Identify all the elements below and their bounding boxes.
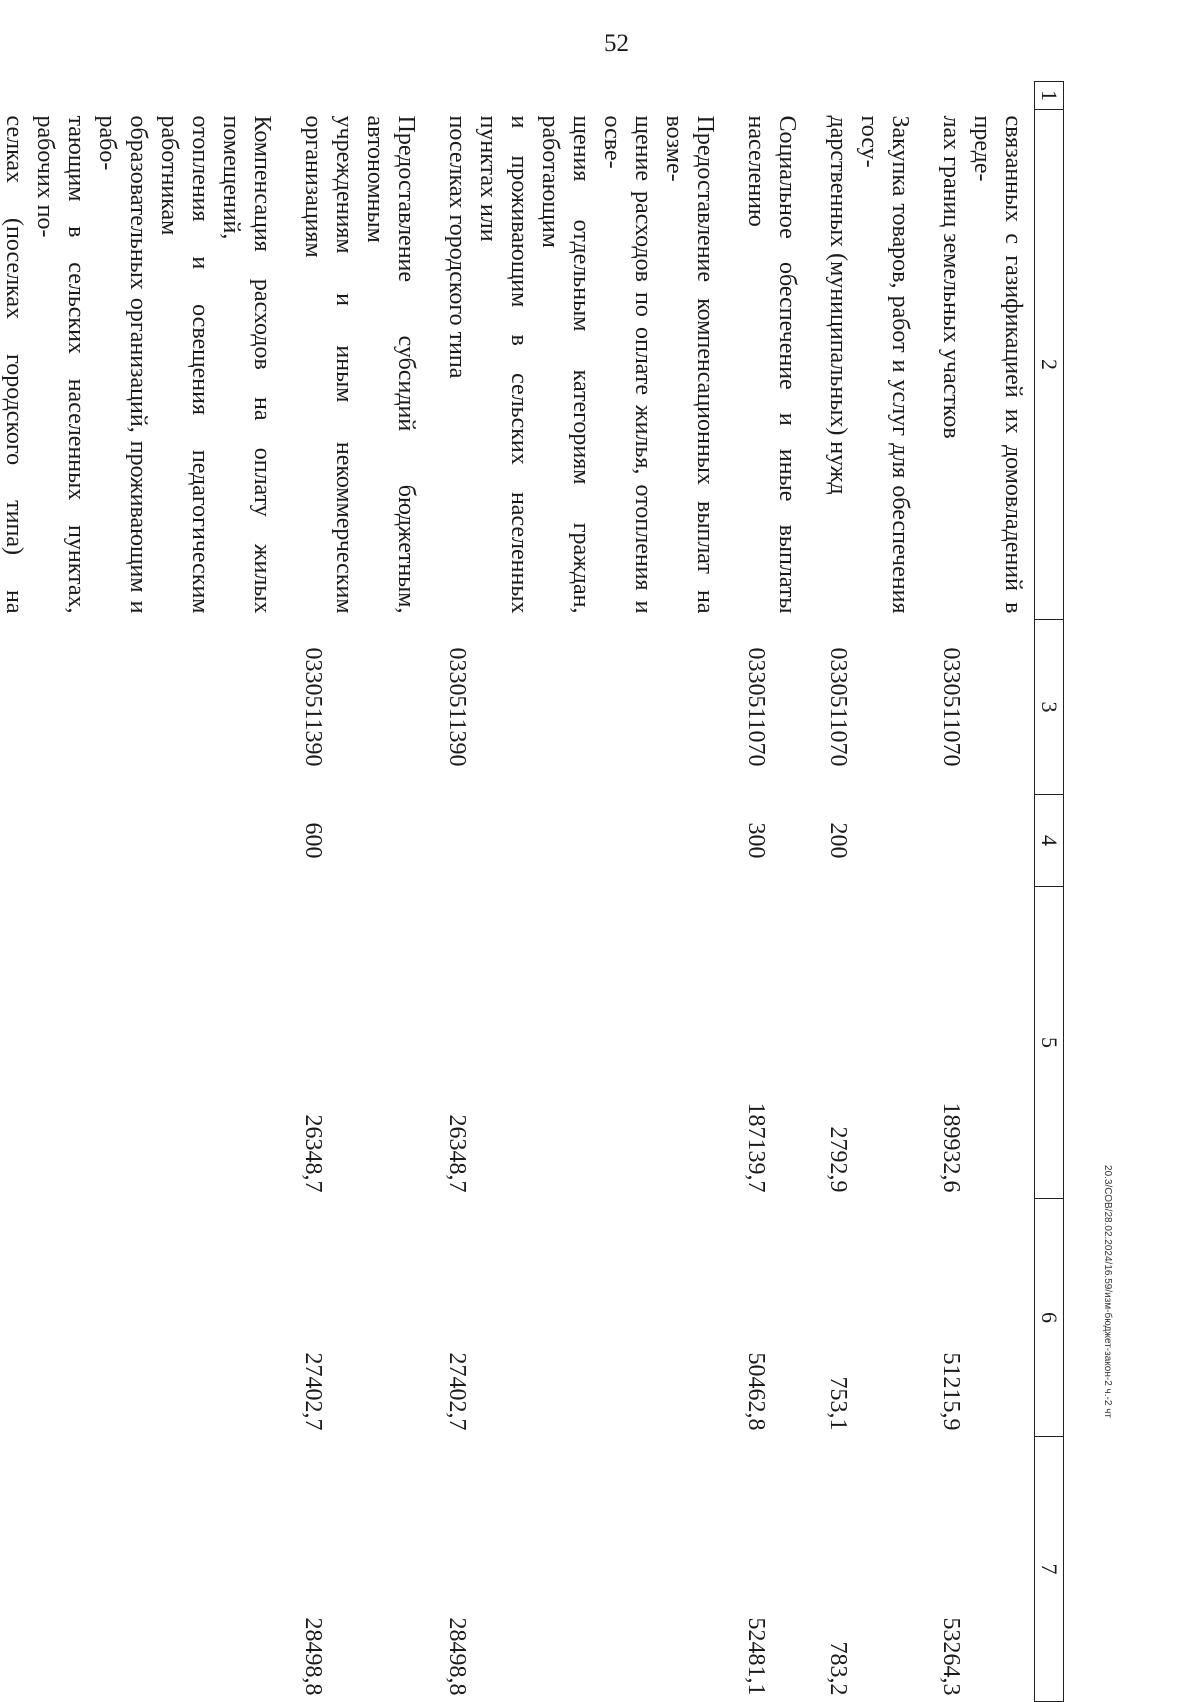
row-amount-col5: 189932,6 [938, 1102, 964, 1193]
row-amount-col6: 51215,9 [938, 1352, 964, 1431]
row-number-cell [0, 82, 283, 110]
row-amount-col5: 26348,7 [300, 1114, 326, 1193]
row-description: Предоставление компенсационных выплат на возме- щение расходов по оплате жилья, отопления и осве- щения отдельным категориям граждан, работающим и проживающим в сельских населенных пунктах или поселках городского типа [444, 115, 718, 614]
row-expense-type: 200 [825, 822, 851, 859]
column-header-7: 7 [1035, 1437, 1064, 1702]
row-amount-col7: 52481,1 [743, 1617, 769, 1696]
row-amount-col5: 2792,9 [825, 1126, 851, 1193]
row-amount-col6: 753,1 [825, 1376, 851, 1431]
column-header-6: 6 [1035, 1199, 1064, 1437]
row-amount-col7 [0, 1437, 283, 1702]
budget-table [0, 81, 1064, 1702]
row-expense-type [427, 795, 726, 887]
row-expense-type [0, 795, 283, 887]
row-classification-code: 0330511070 [743, 647, 769, 767]
row-amount-col6: 50462,8 [743, 1352, 769, 1431]
row-expense-type: 300 [743, 822, 769, 859]
row-expense-type [921, 795, 1035, 887]
table-row [726, 82, 808, 1702]
column-header-1: 1 [1035, 82, 1064, 110]
table-header-row [1035, 82, 1064, 1702]
row-amount-col6: 27402,7 [444, 1352, 470, 1431]
row-number-cell [921, 82, 1035, 110]
row-number-cell [726, 82, 808, 110]
row-amount-col5 [0, 887, 283, 1199]
column-header-5: 5 [1035, 887, 1064, 1199]
column-header-3: 3 [1035, 620, 1064, 795]
row-classification-code: 0330511390 [300, 647, 326, 767]
rotated-page-content [1, 81, 1064, 1701]
row-number-cell [283, 82, 427, 110]
row-amount-col7: 28498,8 [300, 1617, 326, 1696]
row-amount-col7: 53264,3 [938, 1617, 964, 1696]
row-amount-col7: 28498,8 [444, 1617, 470, 1696]
column-header-4: 4 [1035, 795, 1064, 887]
row-amount-col5: 187139,7 [743, 1102, 769, 1193]
row-classification-code: 0330511390 [444, 647, 470, 767]
row-description: Компенсация расходов на оплату жилых помещений, отопления и освещения педагогическим работникам образовательных организаций, проживающим и рабо- тающим в сельских населенных пунктах, рабочих по- селках (поселках городского типа) на [1, 115, 275, 614]
row-number-cell [808, 82, 921, 110]
row-description: Предоставление субсидий бюджетным, автономным учреждениям и иным некоммерческим организациям [300, 115, 419, 614]
table-row [921, 82, 1035, 1702]
row-expense-type: 600 [300, 822, 326, 859]
row-amount-col5: 26348,7 [444, 1114, 470, 1193]
page-number: 52 [604, 30, 629, 57]
document-footer-code: 20.3/СОВ/28.02.2024/16.59/изм-бюджет-закон-2 ч.-2 чт [1102, 1165, 1113, 1418]
row-description: Социальное обеспечение и иные выплаты населению [743, 115, 800, 614]
row-classification-code: 0330511070 [938, 647, 964, 767]
column-header-2: 2 [1035, 110, 1064, 620]
table-row [808, 82, 921, 1702]
row-description: Закупка товаров, работ и услуг для обеспечения госу- дарственных (муниципальных) нужд [825, 115, 913, 614]
row-classification-code [0, 620, 283, 795]
row-amount-col6 [0, 1199, 283, 1437]
row-classification-code: 0330511070 [825, 647, 851, 767]
row-amount-col7: 783,2 [825, 1641, 851, 1696]
table-row [283, 82, 427, 1702]
row-number-cell [427, 82, 726, 110]
table-row [427, 82, 726, 1702]
table-row [0, 82, 283, 1702]
row-description: связанных с газификацией их домовладений в преде- лах границ земельных участков [938, 115, 1026, 614]
row-amount-col6: 27402,7 [300, 1352, 326, 1431]
